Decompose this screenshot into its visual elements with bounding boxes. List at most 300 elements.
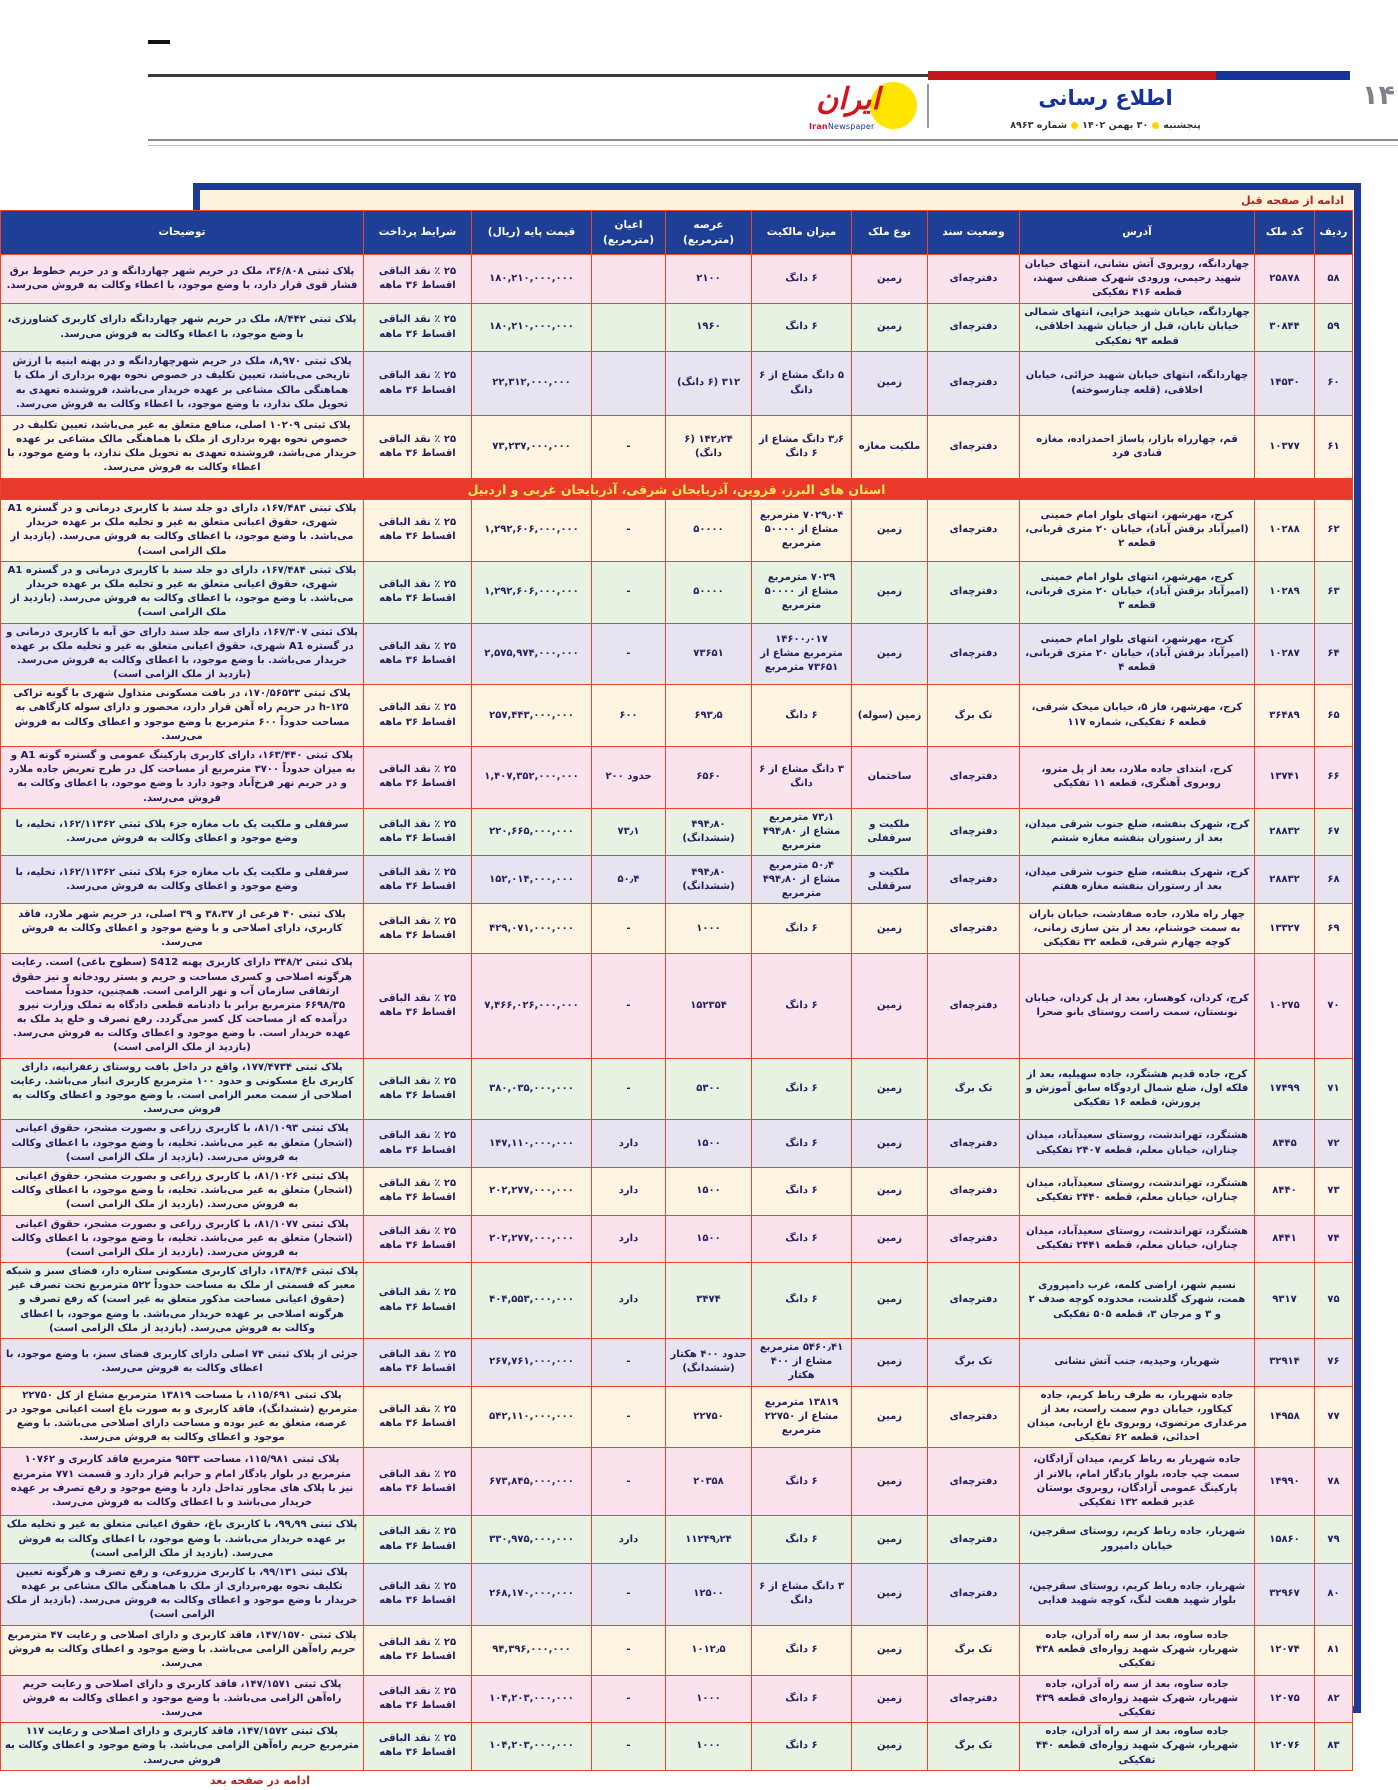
cell-ownership-share: ۶ دانگ [752,1058,852,1120]
cell-land-area: ۱۰۰۰ [666,1675,752,1723]
cell-property-code: ۳۰۸۴۴ [1255,304,1315,352]
cell-base-price: ۲۲۰,۶۶۵,۰۰۰,۰۰۰ [472,808,592,856]
cell-base-price: ۶۷۳,۸۴۵,۰۰۰,۰۰۰ [472,1448,592,1516]
cell-address: جاده شهریار، به طرف رباط کریم، جاده کیکاور، خیابان دوم سمت راست، بعد از مرغداری مرتضوی، روبروی باغ اربابی، میدان احدائی، قطعه ۶۲ تفکیکی [1020,1386,1255,1448]
table-row [1,1448,1353,1516]
cell-property-type: زمین [852,623,928,685]
cell-row-index: ۷۶ [1315,1339,1353,1387]
cell-property-type: زمین [852,352,928,416]
cell-address: چهاردانگه، انتهای خیابان شهید خزائی، خیابان اخلاقی، (قلعه چنارسوخته) [1020,352,1255,416]
cell-property-type: ملکیت و سرقفلی [852,808,928,856]
cell-deed-status: تک برگ [928,1339,1020,1387]
cell-address: هشتگرد، تهراندشت، روستای سعیدآباد، میدان چناران، خیابان معلم، قطعه ۲۴۴۱ تفکیکی [1020,1215,1255,1263]
cell-land-area: ۶۹۳٫۵ [666,685,752,747]
cell-building-area: - [592,416,666,479]
cell-property-type: زمین [852,954,928,1058]
cell-address: شهریار، وحیدیه، جنب آتش نشانی [1020,1339,1255,1387]
cell-ownership-share: ۵۰٫۴ مترمربع مشاع از ۴۹۴٫۸۰ مترمربع [752,856,852,904]
cell-row-index: ۷۱ [1315,1058,1353,1120]
cell-notes: پلاک ثبتی ۸۱/۱۰۷۷، با کاربری زراعی و بصورت مشجر، حقوق اعیانی (اشجار) متعلق به غیر می‌باشد. تخلیه، با وضع موجود، با اعطای وکالت به فروش می‌رسد. (بازدید از ملک الزامی است) [1,1215,364,1263]
cell-property-code: ۸۴۴۵ [1255,1120,1315,1168]
cell-payment-terms: ۲۵ ٪ نقد الباقی اقساط ۳۶ ماهه [364,1675,472,1723]
cell-payment-terms: ۲۵ ٪ نقد الباقی اقساط ۳۶ ماهه [364,500,472,562]
cell-land-area: ۱۲۵۰۰ [666,1563,752,1625]
issue-number: شماره ۸۹۶۳ [1010,120,1068,131]
table-row [1,1723,1353,1771]
cell-row-index: ۶۹ [1315,904,1353,954]
cell-notes: سرقفلی و ملکیت یک باب مغازه جزء پلاک ثبتی ۱۶۲/۱۱۳۶۲، تخلیه، با وضع موجود و اعطای وکالت به فروش می‌رسد. [1,856,364,904]
cell-notes: پلاک ثبتی ۱۶۷/۴۸۳، دارای دو جلد سند با کاربری درمانی و در گستره A1 شهری، حقوق اعیانی متعلق به غیر و تخلیه ملک بر عهده خریدار می‌باشد. با وضع موجود، با اعطای وکالت به فروش می‌رسد. (بازدید از ملک الزامی است) [1,500,364,562]
cell-address: کرج، شهرک بنفشه، ضلع جنوب شرقی میدان، بعد از رستوران بنفشه مغازه ششم [1020,808,1255,856]
table-row [1,1339,1353,1387]
cell-building-area: - [592,1058,666,1120]
cell-notes: پلاک ثبتی ۱۶۷/۳۰۷، دارای سه جلد سند دارای حق آبه با کاربری درمانی و در گستره A1 شهری، حقوق اعیانی متعلق به غیر و تخلیه ملک بر عهده خریدار می‌باشد. با وضع موجود، با اعطای وکالت به فروش می‌رسد. (بازدید از ملک الزامی است) [1,623,364,685]
cell-address: جاده شهریار به رباط کریم، میدان آزادگان، سمت چپ جاده، بلوار یادگار امام، بالاتر از پارکینگ عمومی آزادگان، روبروی بوستان غدیر قطعه ۱۳۲ تفکیکی [1020,1448,1255,1516]
cell-row-index: ۷۵ [1315,1263,1353,1339]
cell-land-area: ۱۰۰۰ [666,904,752,954]
cell-base-price: ۱,۴۰۷,۳۵۲,۰۰۰,۰۰۰ [472,747,592,809]
cell-address: شهریار، جاده رباط کریم، روستای سقرچین، بلوار شهید هفت لنگ، کوچه شهید فدایی [1020,1563,1255,1625]
cell-ownership-share: ۶ دانگ [752,1215,852,1263]
cell-base-price: ۲۰۲,۲۷۷,۰۰۰,۰۰۰ [472,1215,592,1263]
cell-property-code: ۱۴۹۵۸ [1255,1386,1315,1448]
cell-notes: پلاک ثبتی ۸۱/۱۰۲۶، با کاربری زراعی و بصورت مشجر، حقوق اعیانی (اشجار) متعلق به غیر می‌باشد. تخلیه، با وضع موجود، با اعطای وکالت به فروش می‌رسد. (بازدید از ملک الزامی است) [1,1167,364,1215]
cell-property-code: ۱۰۲۸۷ [1255,623,1315,685]
cell-property-code: ۱۳۷۴۱ [1255,747,1315,809]
cell-property-type: زمین [852,1058,928,1120]
cell-base-price: ۲۰۲,۲۷۷,۰۰۰,۰۰۰ [472,1167,592,1215]
cell-ownership-share: ۶ دانگ [752,1675,852,1723]
cell-land-area: ۱۴۲٫۲۴ (۶ دانگ) [666,416,752,479]
cell-building-area: - [592,954,666,1058]
cell-base-price: ۹۴,۳۹۶,۰۰۰,۰۰۰ [472,1625,592,1675]
cell-row-index: ۶۸ [1315,856,1353,904]
cell-land-area: ۱۱۲۴۹٫۲۴ [666,1516,752,1564]
cell-payment-terms: ۲۵ ٪ نقد الباقی اقساط ۳۶ ماهه [364,904,472,954]
cell-deed-status: دفترچه‌ای [928,255,1020,304]
cell-row-index: ۶۳ [1315,561,1353,623]
cell-building-area: ۵۰٫۴ [592,856,666,904]
cell-building-area: حدود ۲۰۰ [592,747,666,809]
cell-row-index: ۶۷ [1315,808,1353,856]
cell-building-area: - [592,904,666,954]
cell-land-area: ۲۱۰۰ [666,255,752,304]
cell-building-area [592,304,666,352]
cell-land-area: ۱۹۶۰ [666,304,752,352]
cell-land-area: ۵۳۰۰ [666,1058,752,1120]
cell-address: هشتگرد، تهراندشت، روستای سعیدآباد، میدان چناران، خیابان معلم، قطعه ۲۴۰۷ تفکیکی [1020,1120,1255,1168]
cell-property-code: ۱۰۲۸۸ [1255,500,1315,562]
cell-property-code: ۳۲۹۱۴ [1255,1339,1315,1387]
cell-building-area: دارد [592,1263,666,1339]
cell-deed-status: دفترچه‌ای [928,352,1020,416]
cell-address: کرج، مهرشهر، فاز ۵، خیابان میخک شرقی، قطعه ۶ تفکیکی، شماره ۱۱۷ [1020,685,1255,747]
cell-property-code: ۱۲۰۷۵ [1255,1675,1315,1723]
cell-row-index: ۷۳ [1315,1167,1353,1215]
cell-deed-status: دفترچه‌ای [928,808,1020,856]
section-title: اطلاع رسانی [1038,86,1173,110]
cell-building-area: - [592,1386,666,1448]
cell-base-price: ۱۸۰,۲۱۰,۰۰۰,۰۰۰ [472,304,592,352]
cell-address: کرج، مهرشهر، انتهای بلوار امام خمینی (امیرآباد بزقش آباد)، خیابان ۲۰ متری قربانی، قطعه ۲ [1020,500,1255,562]
table-row [1,1516,1353,1564]
cell-notes: جزئی از پلاک ثبتی ۷۴ اصلی دارای کاربری فضای سبز، با وضع موجود، با اعطای وکالت به فروش می‌رسد. [1,1339,364,1387]
header-separator-rule [148,139,1398,141]
cell-building-area: - [592,1625,666,1675]
cell-deed-status: دفترچه‌ای [928,904,1020,954]
cell-property-type: زمین [852,304,928,352]
cell-property-type: زمین [852,255,928,304]
cell-payment-terms: ۲۵ ٪ نقد الباقی اقساط ۳۶ ماهه [364,808,472,856]
cell-notes: پلاک ثبتی ۹۹٫۹۹، با کاربری باغ، حقوق اعیانی متعلق به غیر و تخلیه ملک بر عهده خریدار می‌باشد. با وضع موجود، با اعطای وکالت به فروش می‌رسد. (بازدید از ملک الزامی است) [1,1516,364,1564]
cell-land-area: ۱۵۰۰ [666,1167,752,1215]
cell-base-price: ۲۶۸,۱۷۰,۰۰۰,۰۰۰ [472,1563,592,1625]
cell-payment-terms: ۲۵ ٪ نقد الباقی اقساط ۳۶ ماهه [364,856,472,904]
column-header-address: آدرس [1020,211,1255,255]
cell-building-area: دارد [592,1516,666,1564]
listings-table [0,210,1353,1771]
iran-newspaper-logo [803,80,928,132]
table-row [1,1058,1353,1120]
cell-deed-status: دفترچه‌ای [928,1675,1020,1723]
cell-property-type: زمین [852,1263,928,1339]
cell-building-area: - [592,561,666,623]
cell-row-index: ۷۸ [1315,1448,1353,1516]
cell-land-area: ۳۱۲ (۶ دانگ) [666,352,752,416]
cell-base-price: ۲۵۷,۴۴۳,۰۰۰,۰۰۰ [472,685,592,747]
cell-deed-status: دفترچه‌ای [928,1386,1020,1448]
cell-address: قم، چهارراه بازار، پاساژ احمدزاده، مغازه قنادی فرد [1020,416,1255,479]
cell-payment-terms: ۲۵ ٪ نقد الباقی اقساط ۳۶ ماهه [364,1516,472,1564]
table-row [1,561,1353,623]
table-row [1,856,1353,904]
cell-notes: پلاک ثبتی ۱۴۷/۱۵۷۰، فاقد کاربری و دارای اصلاحی و رعایت ۴۷ مترمربع حریم راه‌آهن الزامی می‌باشد. با وضع موجود و اعطای وکالت به فروش می‌رسد. [1,1625,364,1675]
cell-base-price: ۲,۵۷۵,۹۷۴,۰۰۰,۰۰۰ [472,623,592,685]
cell-ownership-share: ۶ دانگ [752,1625,852,1675]
cell-deed-status: دفترچه‌ای [928,1263,1020,1339]
cell-notes: پلاک ثبتی ۸/۴۴۲، ملک در حریم شهر چهاردانگه دارای کاربری کشاورزی، با وضع موجود، با اعطاء وکالت به فروش می‌رسد. [1,304,364,352]
cell-property-code: ۱۲۰۷۴ [1255,1625,1315,1675]
cell-property-code: ۸۴۴۱ [1255,1215,1315,1263]
cell-building-area: - [592,623,666,685]
cell-ownership-share: ۵ دانگ مشاع از ۶ دانگ [752,352,852,416]
cell-notes: پلاک ثبتی ۸۱/۱۰۹۳، با کاربری زراعی و بصورت مشجر، حقوق اعیانی (اشجار) متعلق به غیر می‌باشد. تخلیه، با وضع موجود، با اعطای وکالت به فروش می‌رسد. (بازدید از ملک الزامی است) [1,1120,364,1168]
cell-property-type: زمین [852,561,928,623]
cell-property-type: ملکیت مغازه [852,416,928,479]
cell-property-code: ۳۶۴۸۹ [1255,685,1315,747]
cell-land-area: ۲۰۳۵۸ [666,1448,752,1516]
column-header-ownership: میزان مالکیت [752,211,852,255]
cell-land-area: ۵۰۰۰۰ [666,500,752,562]
cell-deed-status: تک برگ [928,1625,1020,1675]
cell-property-code: ۱۰۲۷۵ [1255,954,1315,1058]
cell-payment-terms: ۲۵ ٪ نقد الباقی اقساط ۳۶ ماهه [364,304,472,352]
masthead-vertical-divider [927,84,929,128]
cell-row-index: ۷۲ [1315,1120,1353,1168]
date-value: ۳۰ بهمن ۱۴۰۲ [1082,120,1149,131]
cell-land-area: ۱۰۱۲٫۵ [666,1625,752,1675]
cell-building-area: ۶۰۰ [592,685,666,747]
cell-property-code: ۲۵۸۷۸ [1255,255,1315,304]
cell-building-area: - [592,500,666,562]
cell-property-type: زمین [852,904,928,954]
cell-notes: پلاک ثبتی ۱۴۷/۱۵۷۱، فاقد کاربری و دارای اصلاحی و رعایت حریم راه‌آهن الزامی می‌باشد. با وضع موجود و اعطای وکالت به فروش می‌رسد. [1,1675,364,1723]
cell-property-type: زمین [852,1625,928,1675]
cell-deed-status: دفترچه‌ای [928,1167,1020,1215]
column-header-payment: شرایط پرداخت [364,211,472,255]
cell-building-area: - [592,1339,666,1387]
cell-payment-terms: ۲۵ ٪ نقد الباقی اقساط ۳۶ ماهه [364,1058,472,1120]
cell-ownership-share: ۶ دانگ [752,1448,852,1516]
cell-land-area: ۱۵۰۰ [666,1120,752,1168]
cell-payment-terms: ۲۵ ٪ نقد الباقی اقساط ۳۶ ماهه [364,352,472,416]
header-separator-rule-2 [148,145,1398,146]
cell-notes: پلاک ثبتی ۱۳۸/۴۶، دارای کاربری مسکونی ستاره دار، فضای سبز و شبکه معبر که قسمتی از ملک به مساحت حدوداً ۵۲۲ مترمربع تحت تصرف غیر (حقوق اعیانی مساحت مذکور متعلق به غیر است) که رفع تصرف و هرگونه اصلاحی بر عهده خریدار می‌باشد. با وضع موجود، با اعطای وکالت به فروش می‌رسد. (بازدید از ملک الزامی است) [1,1263,364,1339]
cell-payment-terms: ۲۵ ٪ نقد الباقی اقساط ۳۶ ماهه [364,1723,472,1771]
cell-ownership-share: ۶ دانگ [752,1263,852,1339]
cell-row-index: ۷۰ [1315,954,1353,1058]
cell-payment-terms: ۲۵ ٪ نقد الباقی اقساط ۳۶ ماهه [364,685,472,747]
cell-ownership-share: ۵۴۶۰٫۴۱ مترمربع مشاع از ۴۰۰ هکتار [752,1339,852,1387]
cell-land-area: ۵۰۰۰۰ [666,561,752,623]
cell-ownership-share: ۷۰۲۹ مترمربع مشاع از ۵۰۰۰۰ مترمربع [752,561,852,623]
cell-property-code: ۱۲۰۷۶ [1255,1723,1315,1771]
cell-property-type: زمین [852,1563,928,1625]
cell-notes: سرقفلی و ملکیت یک باب مغازه جزء پلاک ثبتی ۱۶۲/۱۱۳۶۲، تخلیه، با وضع موجود و اعطای وکالت به فروش می‌رسد. [1,808,364,856]
table-row [1,1215,1353,1263]
cell-property-code: ۱۴۹۹۰ [1255,1448,1315,1516]
cell-row-index: ۶۰ [1315,352,1353,416]
cell-building-area: - [592,1723,666,1771]
cell-property-code: ۱۰۲۸۹ [1255,561,1315,623]
cell-payment-terms: ۲۵ ٪ نقد الباقی اقساط ۳۶ ماهه [364,954,472,1058]
cell-row-index: ۸۲ [1315,1675,1353,1723]
cell-building-area: - [592,1563,666,1625]
cell-ownership-share: ۶ دانگ [752,685,852,747]
cell-property-type: زمین [852,500,928,562]
cell-ownership-share: ۶ دانگ [752,255,852,304]
cell-deed-status: تک برگ [928,685,1020,747]
cell-base-price: ۱۰۴,۲۰۳,۰۰۰,۰۰۰ [472,1675,592,1723]
cell-base-price: ۱۴۷,۱۱۰,۰۰۰,۰۰۰ [472,1120,592,1168]
cell-address: نسیم شهر، اراضی کلمه، غرب دامپروری همت، شهرک گلدشت، محدوده کوچه صدف ۲ و ۳ و مرجان ۳، قطعه ۵۰۵ تفکیکی [1020,1263,1255,1339]
cell-row-index: ۷۹ [1315,1516,1353,1564]
cell-row-index: ۶۴ [1315,623,1353,685]
cell-building-area: دارد [592,1215,666,1263]
cell-notes: پلاک ثبتی ۱۰۲۰۹ اصلی، منافع متعلق به غیر می‌باشد، تعیین تکلیف در خصوص نحوه بهره برداری از ملک با هماهنگی مالک مشاعی بر عهده خریدار می‌باشد، فروشنده تعهدی به تحویل ملک ندارد، با وضع موجود، با اعطاء وکالت به فروش می‌رسد. [1,416,364,479]
column-header-doc: وضعیت سند [928,211,1020,255]
top-edge-tick [148,40,170,44]
cell-property-code: ۲۸۸۳۲ [1255,808,1315,856]
cell-base-price: ۵۴۲,۱۱۰,۰۰۰,۰۰۰ [472,1386,592,1448]
cell-base-price: ۷,۴۶۶,۰۲۶,۰۰۰,۰۰۰ [472,954,592,1058]
logo-wordmark-en: IranNewspaper [809,122,875,131]
cell-base-price: ۲۲,۳۱۲,۰۰۰,۰۰۰ [472,352,592,416]
cell-row-index: ۶۲ [1315,500,1353,562]
cell-property-type: زمین [852,1215,928,1263]
cell-property-type: زمین [852,1167,928,1215]
cell-payment-terms: ۲۵ ٪ نقد الباقی اقساط ۳۶ ماهه [364,255,472,304]
column-header-row: ردیف [1315,211,1353,255]
cell-property-code: ۱۴۵۳۰ [1255,352,1315,416]
cell-row-index: ۵۹ [1315,304,1353,352]
column-header-notes: توضیحات [1,211,364,255]
cell-deed-status: دفترچه‌ای [928,1120,1020,1168]
table-row [1,623,1353,685]
cell-address: کرج، مهرشهر، انتهای بلوار امام خمینی (امیرآباد بزقش آباد)، خیابان ۲۰ متری قربانی، قطعه ۴ [1020,623,1255,685]
cell-ownership-share: ۳ دانگ مشاع از ۶ دانگ [752,747,852,809]
date-day: پنجشنبه [1163,120,1201,131]
table-row [1,954,1353,1058]
cell-row-index: ۸۰ [1315,1563,1353,1625]
cell-property-type: زمین [852,1516,928,1564]
cell-notes: پلاک ثبتی ۱۱۵/۶۹۱، با مساحت ۱۳۸۱۹ مترمربع مشاع از کل ۲۲۷۵۰ مترمربع (ششدانگ)، فاقد کاربری و به صورت باغ است اعیانی موجود در عرصه، متعلق به غیر بوده و مساحت دارای اصلاحی می‌باشد. با وضع موجود و اعطای وکالت به فروش می‌رسد. [1,1386,364,1448]
cell-address: کرج، ابتدای جاده ملارد، بعد از پل مترو، روبروی آهنگری، قطعه ۱۱ تفکیکی [1020,747,1255,809]
cell-address: جاده ساوه، بعد از سه راه آدران، جاده شهریار، شهرک شهید زواره‌ای قطعه ۴۴۰ تفکیکی [1020,1723,1255,1771]
table-row [1,904,1353,954]
cell-row-index: ۶۱ [1315,416,1353,479]
table-row [1,1263,1353,1339]
column-header-code: کد ملک [1255,211,1315,255]
cell-base-price: ۴۲۹,۰۷۱,۰۰۰,۰۰۰ [472,904,592,954]
cell-ownership-share: ۶ دانگ [752,904,852,954]
cell-property-type: زمین [852,1120,928,1168]
page-number: ۱۴ [1362,80,1395,111]
table-row [1,1120,1353,1168]
column-header-kind: نوع ملک [852,211,928,255]
cell-address: چهاردانگه، خیابان شهید خزایی، انتهای شمالی خیابان تابان، قبل از خیابان شهید اخلاقی، قطعه ۹۳ تفکیکی [1020,304,1255,352]
continued-from-previous-label: ادامه از صفحه قبل [1241,194,1344,207]
cell-payment-terms: ۲۵ ٪ نقد الباقی اقساط ۳۶ ماهه [364,1167,472,1215]
cell-payment-terms: ۲۵ ٪ نقد الباقی اقساط ۳۶ ماهه [364,1120,472,1168]
cell-building-area: ۷۳٫۱ [592,808,666,856]
cell-notes: پلاک ثبتی ۱۷۷/۴۷۳۴، واقع در داخل بافت روستای زعفرانیه، دارای کاربری باغ مسکونی و حدود ۱۰۰ مترمربع کاربری انبار می‌باشد. رعایت اصلاحی از سمت معبر الزامی است. با وضع موجود و اعطای وکالت به فروش می‌رسد. [1,1058,364,1120]
cell-notes: پلاک ثبتی ۴۰ فرعی از ۳۸،۳۷ و ۳۹ اصلی، در حریم شهر ملارد، فاقد کاربری، دارای اصلاحی و با وضع موجود و اعطای وکالت به فروش می‌رسد. [1,904,364,954]
cell-building-area [592,255,666,304]
cell-land-area: ۱۵۲۳۵۴ [666,954,752,1058]
cell-base-price: ۱,۲۹۲,۶۰۶,۰۰۰,۰۰۰ [472,500,592,562]
masthead-bar-red [928,71,1216,80]
cell-row-index: ۷۴ [1315,1215,1353,1263]
cell-deed-status: دفترچه‌ای [928,1448,1020,1516]
cell-deed-status: دفترچه‌ای [928,856,1020,904]
cell-notes: پلاک ثبتی ۳۴۸/۲ دارای کاربری پهنه S412 (سطوح باغی) است. رعایت هرگونه اصلاحی و کسری مساحت و حریم و بستر رودخانه و نیز حقوق ارتفاقی سازمان آب و نهر الزامی است. همچنین، حدوداً مساحت ۶۶۹۸/۳۵ مترمربع برابر با دادنامه قطعی دادگاه به تملک وزارت نیرو درآمده که از مساحت کل کسر می‌گردد. رفع تصرف و خلع ید ملک به عهده خریدار است. با وضع موجود و اعطای وکالت به فروش می‌رسد. (بازدید از ملک الزامی است) [1,954,364,1058]
cell-property-type: زمین [852,1723,928,1771]
cell-notes: پلاک ثبتی ۱۴۷/۱۵۷۲، فاقد کاربری و دارای اصلاحی و رعایت ۱۱۷ مترمربع حریم راه‌آهن الزامی می‌باشد. با وضع موجود و اعطای وکالت به فروش می‌رسد. [1,1723,364,1771]
cell-deed-status: دفترچه‌ای [928,561,1020,623]
masthead-rule-dark [148,74,928,77]
cell-notes: پلاک ثبتی ۱۱۵/۹۸۱، مساحت ۹۵۳۳ مترمربع فاقد کاربری و ۱۰۷۶۲ مترمربع در بلوار یادگار امام و حرایم قرار دارد و قسمت ۷۷۱ مترمربع نیز با پلاک های مجاور تداخل دارد با وضع موجود و رفع تصرف بر عهده خریدار می‌باشد و با اعطای وکالت به فروش می‌رسد. [1,1448,364,1516]
cell-deed-status: دفترچه‌ای [928,747,1020,809]
cell-ownership-share: ۶ دانگ [752,954,852,1058]
cell-property-code: ۱۷۴۹۹ [1255,1058,1315,1120]
column-header-building: اعیان (مترمربع) [592,211,666,255]
cell-building-area: دارد [592,1167,666,1215]
table-row [1,1563,1353,1625]
cell-ownership-share: ۶ دانگ [752,1516,852,1564]
cell-deed-status: دفترچه‌ای [928,500,1020,562]
cell-building-area: - [592,1448,666,1516]
cell-address: کرج، جاده قدیم هشتگرد، جاده سهیلیه، بعد از فلکه اول، ضلع شمال اردوگاه سابق آموزش و پرورش، قطعه ۱۶ تفکیکی [1020,1058,1255,1120]
cell-property-type: زمین [852,1675,928,1723]
masthead-bar-blue [1216,71,1350,80]
cell-ownership-share: ۷۰۲۹٫۰۴ مترمربع مشاع از ۵۰۰۰۰ مترمربع [752,500,852,562]
table-row [1,352,1353,416]
cell-address: شهریار، جاده رباط کریم، روستای سقرچین، خیابان دامپرور [1020,1516,1255,1564]
newspaper-page [5,0,1398,1787]
cell-land-area: ۱۵۰۰ [666,1215,752,1263]
column-header-price: قیمت پایه (ریال) [472,211,592,255]
date-line [988,120,1223,131]
cell-address: چهار راه ملارد، جاده صفادشت، خیابان باران به سمت خوشنام، بعد از بتن سازی زمانی، کوچه چهارم شرقی، قطعه ۳۲ تفکیکی [1020,904,1255,954]
cell-deed-status: دفترچه‌ای [928,1563,1020,1625]
table-header-row [1,211,1353,255]
cell-ownership-share: ۶ دانگ [752,1167,852,1215]
cell-payment-terms: ۲۵ ٪ نقد الباقی اقساط ۳۶ ماهه [364,1625,472,1675]
cell-address: جاده ساوه، بعد از سه راه آدران، جاده شهریار، شهرک شهید زواره‌ای قطعه ۴۳۹ تفکیکی [1020,1675,1255,1723]
listings-board [5,183,1361,1787]
cell-land-area: ۶۵۶۰ [666,747,752,809]
cell-payment-terms: ۲۵ ٪ نقد الباقی اقساط ۳۶ ماهه [364,1386,472,1448]
cell-payment-terms: ۲۵ ٪ نقد الباقی اقساط ۳۶ ماهه [364,1448,472,1516]
table-row [1,1167,1353,1215]
cell-base-price: ۴۰۴,۵۵۳,۰۰۰,۰۰۰ [472,1263,592,1339]
cell-row-index: ۶۶ [1315,747,1353,809]
cell-ownership-share: ۷۳٫۱ مترمربع مشاع از ۴۹۴٫۸۰ مترمربع [752,808,852,856]
cell-notes: پلاک ثبتی ۳۶/۸۰۸، ملک در حریم شهر چهاردانگه و در حریم خطوط برق فشار قوی قرار دارد، با وضع موجود، با اعطاء وکالت به فروش می‌رسد. [1,255,364,304]
cell-address: چهاردانگه، روبروی آتش نشانی، انتهای خیابان شهید رحیمی، ورودی شهرک صنفی سهند، قطعه ۴۱۶ تفکیکی [1020,255,1255,304]
cell-notes: پلاک ثبتی ۱۷۰/۵۶۵۳۳، در بافت مسکونی متداول شهری با گونه تراکی h-۱۲۵ در حریم راه آهن قرار دارد، محصور و دارای سوله کارگاهی به مساحت حدوداً ۶۰۰ مترمربع با وضع موجود و اعطای وکالت به فروش می‌رسد. [1,685,364,747]
cell-row-index: ۵۸ [1315,255,1353,304]
cell-ownership-share: ۱۳۸۱۹ مترمربع مشاع از ۲۲۷۵۰ مترمربع [752,1386,852,1448]
table-row [1,500,1353,562]
cell-ownership-share: ۳٫۶ دانگ مشاع از ۶ دانگ [752,416,852,479]
cell-property-code: ۱۳۳۲۷ [1255,904,1315,954]
yellow-dot-icon [1152,122,1159,129]
cell-property-code: ۳۲۹۶۷ [1255,1563,1315,1625]
cell-property-type: ملکیت و سرقفلی [852,856,928,904]
table-row [1,685,1353,747]
cell-payment-terms: ۲۵ ٪ نقد الباقی اقساط ۳۶ ماهه [364,623,472,685]
cell-ownership-share: ۶ دانگ [752,1120,852,1168]
cell-address: هشتگرد، تهراندشت، روستای سعیدآباد، میدان چناران، خیابان معلم، قطعه ۲۴۴۰ تفکیکی [1020,1167,1255,1215]
cell-deed-status: دفترچه‌ای [928,954,1020,1058]
cell-property-type: زمین [852,1386,928,1448]
cell-building-area [592,352,666,416]
cell-property-code: ۹۳۱۷ [1255,1263,1315,1339]
cell-deed-status: تک برگ [928,1723,1020,1771]
cell-base-price: ۱,۲۹۲,۶۰۶,۰۰۰,۰۰۰ [472,561,592,623]
cell-notes: پلاک ثبتی ۱۶۳/۴۴۰، دارای کاربری پارکینگ عمومی و گستره گونه A1 و به میزان حدوداً ۳۷۰۰ مترمربع از مساحت کل در طرح تعریض جاده ملارد و در حریم نهر فرخ‌آباد وجود دارد با وضع موجود، با اعطای وکالت به فروش می‌رسد. [1,747,364,809]
table-row [1,1625,1353,1675]
cell-property-code: ۱۰۳۷۷ [1255,416,1315,479]
cell-deed-status: دفترچه‌ای [928,304,1020,352]
cell-deed-status: دفترچه‌ای [928,1215,1020,1263]
cell-base-price: ۳۸۰,۰۳۵,۰۰۰,۰۰۰ [472,1058,592,1120]
cell-base-price: ۳۳۰,۹۷۵,۰۰۰,۰۰۰ [472,1516,592,1564]
column-header-land: عرصه (مترمربع) [666,211,752,255]
cell-property-type: زمین [852,1448,928,1516]
cell-base-price: ۱۵۲,۰۱۴,۰۰۰,۰۰۰ [472,856,592,904]
continued-on-next-label: ادامه در صفحه بعد [210,1773,310,1787]
table-row [1,416,1353,479]
cell-land-area: ۱۰۰۰ [666,1723,752,1771]
table-row [1,304,1353,352]
cell-deed-status: تک برگ [928,1058,1020,1120]
table-body [1,255,1353,1771]
table-row [1,255,1353,304]
cell-base-price: ۷۳,۲۳۷,۰۰۰,۰۰۰ [472,416,592,479]
